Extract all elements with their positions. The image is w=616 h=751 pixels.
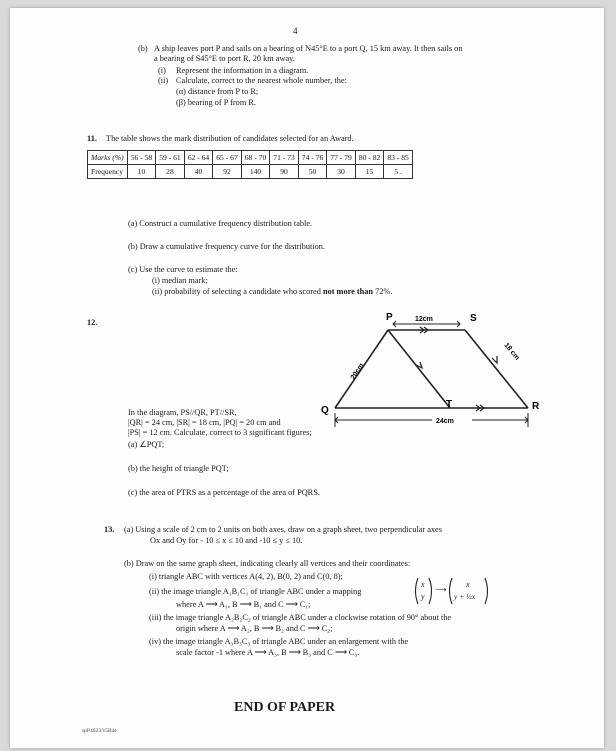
label-r: R xyxy=(532,401,540,412)
q13-iv-where: scale factor -1 where A ⟶ A₃, B ⟶ B₃ and C ⟶ C₃. xyxy=(176,648,360,657)
q11-c-ii-bold: not more than xyxy=(322,287,374,296)
q13-iii-where: origin where A ⟶ A₂, B ⟶ B₂ and C ⟶ C₂; xyxy=(176,624,333,633)
map-right-top: x xyxy=(466,580,470,589)
table-cell: 74 - 76 xyxy=(298,151,327,165)
table-cell: 80 - 82 xyxy=(355,151,384,165)
q12-a: (a) ∠PQT; xyxy=(128,440,165,449)
mapping-brackets xyxy=(412,576,512,606)
footer-code: spP4023/15B4e xyxy=(82,728,117,734)
table-cell: 90 xyxy=(270,165,299,179)
table-cell: 77 - 79 xyxy=(327,151,356,165)
label-s: S xyxy=(470,313,477,324)
q12-line1: In the diagram, PS//QR, PT//SR, xyxy=(128,408,237,417)
q12-line2: |QR| = 24 cm, |SR| = 18 cm, |PQ| = 20 cm and xyxy=(128,418,281,427)
marks-header: Marks (%) xyxy=(88,151,128,165)
label-p: P xyxy=(386,312,393,323)
table-cell: 65 - 67 xyxy=(213,151,242,165)
q13-i: (i) triangle ABC with vertices A(4, 2), B(0, 2) and C(0, 8); xyxy=(149,572,343,581)
q12-c: (c) the area of PTRS as a percentage of the area of PQRS. xyxy=(128,488,320,497)
table-cell: 10 xyxy=(127,165,156,179)
q10b-ii-label: (ii) xyxy=(158,76,169,85)
table-cell: 50 xyxy=(298,165,327,179)
page-number: 4 xyxy=(293,26,298,36)
table-cell: 30 xyxy=(327,165,356,179)
q10b-label: (b) xyxy=(138,44,148,53)
q10b-i-text: Represent the information in a diagram. xyxy=(176,66,309,75)
label-12cm: 12cm xyxy=(415,316,433,323)
label-24cm: 24cm xyxy=(436,418,454,425)
map-left-bottom: y xyxy=(421,592,425,601)
label-t: T xyxy=(446,399,453,410)
q11-intro: The table shows the mark distribution of candidates selected for an Award. xyxy=(106,134,354,143)
q13-a2: Ox and Oy for - 10 ≤ x ≤ 10 and -10 ≤ y ≤ 10. xyxy=(150,536,303,545)
q11-c: (c) Use the curve to estimate the: xyxy=(128,265,238,274)
q10b-ii-text: Calculate, correct to the nearest whole number, the: xyxy=(176,76,347,85)
frequency-header: Frequency xyxy=(88,165,128,179)
table-cell: 92 xyxy=(213,165,242,179)
table-cell: 71 - 73 xyxy=(270,151,299,165)
table-cell: 15 xyxy=(355,165,384,179)
q13-ii-where: where A ⟶ A₁, B ⟶ B₁ and C ⟶ C₁; xyxy=(176,600,311,609)
q12-b: (b) the height of triangle PQT; xyxy=(128,464,229,473)
q11-c-ii-post: 72%. xyxy=(373,287,393,296)
label-q: Q xyxy=(321,405,329,416)
q13-number: 13. xyxy=(104,525,115,534)
q11-a: (a) Construct a cumulative frequency distribution table. xyxy=(128,219,313,228)
q12-line3: |PS| = 12 cm. Calculate, correct to 3 significant figures; xyxy=(128,428,312,437)
exam-page xyxy=(10,8,604,748)
table-cell: 59 - 61 xyxy=(156,151,185,165)
table-cell: 56 - 58 xyxy=(127,151,156,165)
table-cell: 5 . xyxy=(384,165,413,179)
map-right-bottom: y + ½x xyxy=(454,592,476,601)
q13-a1: (a) Using a scale of 2 cm to 2 units on both axes, draw on a graph sheet, two perpendicular axes xyxy=(124,525,442,534)
q11-b: (b) Draw a cumulative frequency curve for the distribution. xyxy=(128,242,325,251)
q11-c-ii-pre: (ii) probability of selecting a candidate who scored xyxy=(152,287,323,296)
label-20cm: 20cm xyxy=(349,362,366,382)
table-cell: 83 - 85 xyxy=(384,151,413,165)
q11-number: 11. xyxy=(87,134,97,143)
map-left-top: x xyxy=(421,580,425,589)
q10b-line2: a bearing of S45°E to port R, 20 km away. xyxy=(154,54,295,63)
q13-ii: (ii) the image triangle A₁B₁C₁ of triangle ABC under a mapping xyxy=(149,587,362,596)
q13-iv: (iv) the image triangle A₃B₃C₃ of triangle ABC under an enlargement with the xyxy=(149,637,409,646)
table-cell: 68 - 70 xyxy=(241,151,270,165)
table-cell: 62 - 64 xyxy=(184,151,213,165)
table-cell: 28 xyxy=(156,165,185,179)
q10b-i-label: (i) xyxy=(158,66,166,75)
map-arrow: ⟶ xyxy=(435,585,447,594)
end-of-paper: END OF PAPER xyxy=(234,700,336,715)
q12-number: 12. xyxy=(87,318,98,327)
table-cell: 140 xyxy=(241,165,270,179)
q11-c-i: (i) median mark; xyxy=(152,276,208,285)
q10b-line1: A ship leaves port P and sails on a bearing of N45°E to a port Q, 15 km away. It then sails on xyxy=(154,44,463,53)
q13-iii: (iii) the image triangle A₂B₂C₂ of triangle ABC under a clockwise rotation of 90° about the xyxy=(149,613,452,622)
q10b-alpha: (α) distance from P to R; xyxy=(176,87,259,96)
table-cell: 40 xyxy=(184,165,213,179)
q10b-beta: (β) bearing of P from R. xyxy=(176,98,256,107)
label-18cm: 18 cm xyxy=(502,341,521,362)
q13-b: (b) Draw on the same graph sheet, indicating clearly all vertices and their coordinates: xyxy=(124,559,411,568)
